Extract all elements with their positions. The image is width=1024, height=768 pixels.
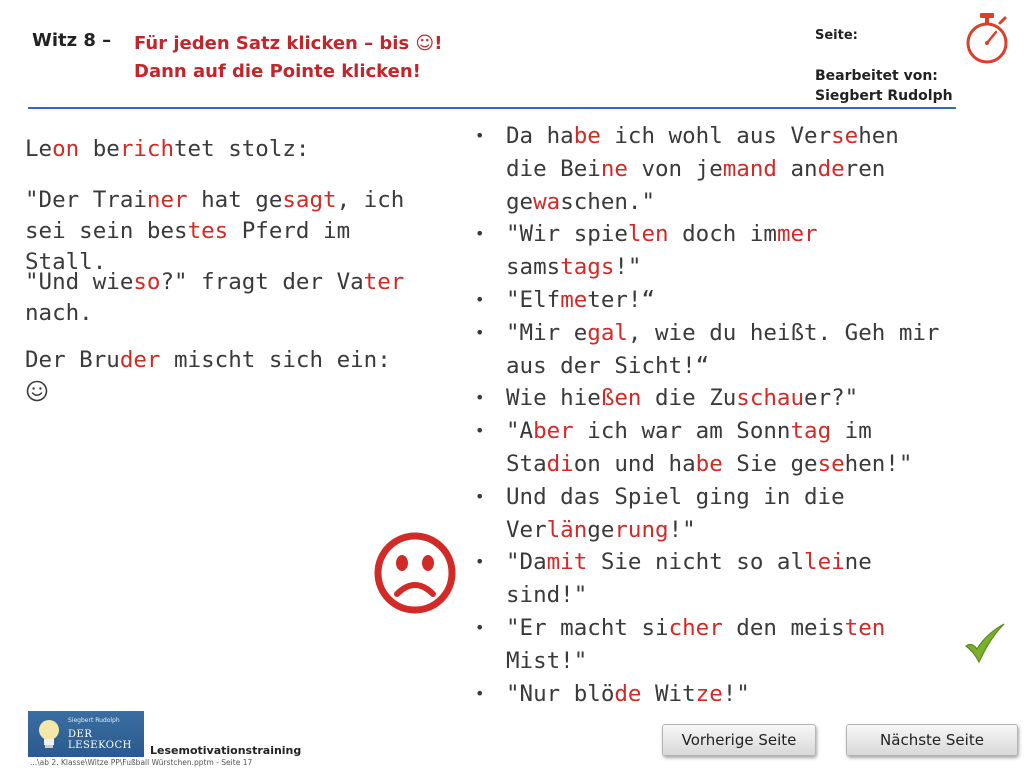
text-segment: "A	[506, 418, 534, 445]
bullet-icon: •	[475, 289, 485, 309]
text-segment: ?" fragt der Va	[160, 269, 364, 295]
text-segment: Mist!"	[506, 647, 588, 674]
story-father[interactable]	[25, 267, 435, 329]
file-path: ...\ab 2. Klasse\Witze PP\Fußball Würstchen.pptm - Seite 17	[30, 758, 253, 767]
text-segment: hat ge	[187, 187, 283, 213]
highlighted-syllable: di	[546, 450, 574, 477]
text-segment: "Elf	[506, 286, 561, 313]
text-segment: Sie ge	[722, 450, 818, 477]
highlighted-syllable: gal	[587, 319, 628, 346]
story-intro[interactable]	[25, 134, 435, 165]
smiley-icon	[26, 380, 48, 402]
text-segment: , wie du heißt. Geh mir aus der Sicht!“	[506, 319, 940, 379]
text-segment: "Mir e	[506, 319, 588, 346]
footer-title: Lesemotivationstraining	[150, 744, 302, 757]
highlighted-syllable: ne	[600, 155, 628, 182]
highlighted-syllable: län	[546, 516, 588, 543]
highlighted-syllable: se	[817, 450, 845, 477]
bullet-icon: •	[475, 224, 485, 244]
instruction-line-1: Für jeden Satz klicken – bis ☺!	[134, 33, 443, 54]
bullet-icon: •	[475, 421, 485, 441]
text-segment: nach.	[25, 300, 93, 326]
text-segment: Da ha	[506, 123, 574, 149]
text-segment: Pferd im Stall.	[25, 218, 351, 275]
option-4[interactable]	[475, 317, 945, 383]
story-quote[interactable]	[25, 185, 435, 278]
highlighted-syllable: len	[627, 221, 669, 248]
text-segment: Der Bru	[25, 347, 120, 373]
author-name: Siegbert Rudolph	[815, 88, 953, 104]
text-segment: an	[776, 155, 818, 182]
option-7[interactable]	[475, 481, 945, 547]
highlighted-syllable: mand	[722, 155, 777, 182]
highlighted-syllable: tes	[187, 218, 229, 244]
bullet-icon: •	[475, 322, 485, 342]
lightbulb-icon	[34, 717, 64, 751]
page-label: Seite:	[815, 28, 858, 43]
text-segment: hen!"	[844, 450, 913, 477]
text-segment: "Wir spie	[506, 221, 628, 248]
highlighted-syllable: wa	[533, 188, 561, 215]
text-segment: mischt sich ein:	[160, 347, 391, 373]
sad-face-icon	[372, 530, 458, 616]
highlighted-syllable: de	[817, 155, 845, 182]
text-segment: tet stolz:	[174, 136, 310, 162]
punchline-options	[475, 120, 945, 710]
text-segment: ge	[587, 516, 615, 543]
text-segment: ren ge	[506, 155, 886, 215]
option-8[interactable]	[475, 546, 945, 612]
text-segment: den meis	[722, 614, 845, 641]
logo-author: Siegbert Rudolph	[68, 717, 120, 724]
text-segment: hen die Bei	[506, 123, 899, 182]
text-segment: ne sind!"	[506, 549, 872, 609]
highlighted-syllable: tags	[560, 254, 615, 281]
highlighted-syllable: lei	[804, 549, 845, 576]
option-3[interactable]	[475, 284, 945, 317]
highlighted-syllable: cher	[668, 614, 723, 641]
highlighted-syllable: der	[119, 347, 161, 373]
text-segment: Wit	[641, 680, 696, 707]
logo-name: DER LESEKOCH	[68, 729, 132, 751]
option-9[interactable]	[475, 612, 945, 678]
stopwatch-icon[interactable]	[962, 10, 1012, 66]
text-segment: ich wohl aus Ver	[600, 123, 832, 149]
bullet-icon: •	[475, 683, 485, 703]
option-1[interactable]	[475, 120, 945, 218]
text-segment: "Und wie	[25, 269, 134, 295]
text-segment: "Da	[506, 549, 547, 576]
text-segment: "Nur blö	[506, 680, 615, 707]
text-segment: schen."	[560, 188, 656, 215]
highlighted-syllable: tag	[790, 418, 832, 445]
option-6[interactable]	[475, 415, 945, 481]
edited-by	[815, 66, 953, 106]
highlighted-syllable: so	[133, 269, 161, 295]
highlighted-syllable: ßen	[600, 385, 642, 412]
text-segment: Wie hie	[506, 385, 601, 412]
option-10[interactable]	[475, 678, 945, 711]
instruction-line-2: Dann auf die Pointe klicken!	[134, 61, 421, 82]
text-segment: ter!“	[587, 286, 656, 313]
text-segment: "Er macht si	[506, 614, 669, 641]
checkmark-icon[interactable]	[962, 620, 1008, 666]
highlighted-syllable: be	[695, 450, 723, 477]
highlighted-syllable: de	[614, 680, 642, 707]
highlighted-syllable: ten	[844, 614, 886, 641]
highlighted-syllable: ner	[146, 187, 188, 213]
highlighted-syllable: ber	[533, 418, 574, 445]
text-segment: Le	[25, 136, 53, 162]
text-segment: ich war am Sonn	[573, 418, 791, 445]
text-segment: on und ha	[573, 450, 696, 477]
highlighted-syllable: be	[573, 123, 601, 149]
highlighted-syllable: schau	[736, 385, 805, 412]
text-segment: "Der Trai	[25, 187, 147, 213]
next-page-button[interactable]: Nächste Seite	[846, 724, 1018, 756]
bullet-icon: •	[475, 388, 485, 408]
highlighted-syllable: rung	[614, 516, 669, 543]
highlighted-syllable: se	[831, 123, 859, 149]
story-brother[interactable]	[25, 345, 435, 376]
option-2[interactable]	[475, 218, 945, 284]
lesekoch-logo	[28, 711, 144, 757]
text-segment: sams	[506, 254, 561, 281]
text-segment: von je	[627, 155, 723, 182]
highlighted-syllable: on	[52, 136, 80, 162]
text-segment: die Zu	[641, 385, 737, 412]
text-segment: doch im	[668, 221, 777, 248]
joke-number: Witz 8 –	[32, 30, 112, 51]
instruction	[134, 30, 442, 86]
text-segment: !"	[668, 516, 696, 543]
header-divider	[28, 107, 956, 109]
text-segment: Sie nicht so al	[587, 549, 805, 576]
highlighted-syllable: ze	[695, 680, 723, 707]
highlighted-syllable: mit	[546, 549, 588, 576]
previous-page-button[interactable]: Vorherige Seite	[662, 724, 816, 756]
bullet-icon: •	[475, 552, 485, 572]
bullet-icon: •	[475, 486, 485, 506]
text-segment: er?"	[804, 385, 859, 412]
highlighted-syllable: mer	[776, 221, 818, 248]
option-5[interactable]	[475, 382, 945, 415]
edited-by-label: Bearbeitet von:	[815, 68, 938, 84]
text-segment: be	[79, 136, 120, 162]
text-segment: !"	[614, 254, 642, 281]
text-segment: im Sta	[506, 418, 872, 477]
highlighted-syllable: sagt	[282, 187, 337, 213]
bullet-icon: •	[475, 617, 485, 637]
bullet-icon: •	[475, 126, 485, 145]
text-segment: Und das Spiel ging in die Ver	[506, 483, 845, 543]
text-segment: , ich sei sein bes	[25, 187, 405, 244]
highlighted-syllable: me	[560, 286, 588, 313]
highlighted-syllable: ter	[363, 269, 405, 295]
text-segment: !"	[722, 680, 750, 707]
highlighted-syllable: rich	[119, 136, 175, 162]
